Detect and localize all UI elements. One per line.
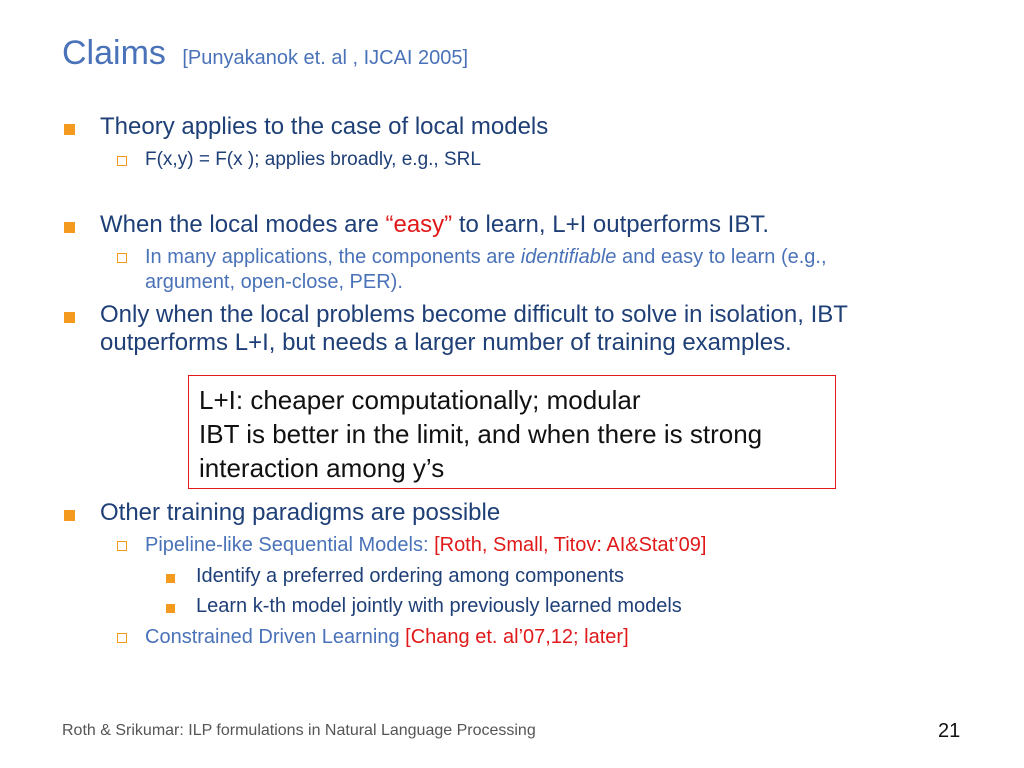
bullet-2-sub-1 bbox=[145, 246, 827, 269]
bullet-2-sub-pre: In many applications, the components are bbox=[145, 246, 521, 268]
bullet-2-sub-italic: identifiable bbox=[520, 246, 617, 268]
sub-bullet-box-icon bbox=[117, 156, 127, 166]
sub-bullet-box-icon bbox=[117, 541, 127, 551]
bullet-4-sub-1-citation: [Roth, Small, Titov: AI&Stat’09] bbox=[434, 534, 707, 556]
bullet-4-sub-2-text: Constrained Driven Learning bbox=[145, 626, 406, 648]
bullet-4-sub-2-citation: [Chang et. al’07,12; later] bbox=[405, 626, 629, 648]
bullet-4-sub-1-item-2: Learn k-th model jointly with previously learned models bbox=[196, 595, 682, 617]
bullet-4-sub-1-text: Pipeline-like Sequential Models: bbox=[145, 534, 435, 556]
bullet-2-sub-1-line-2: argument, open-close, PER). bbox=[145, 271, 403, 293]
slide-footer: Roth & Srikumar: ILP formulations in Natural Language Processing bbox=[62, 722, 536, 739]
bullet-4-sub-1 bbox=[145, 534, 706, 557]
callout-line-1: L+I: cheaper computationally; modular bbox=[199, 385, 641, 415]
bullet-square-icon bbox=[64, 312, 75, 323]
bullet-4-text: Other training paradigms are possible bbox=[100, 499, 501, 526]
title-citation: [Punyakanok et. al , IJCAI 2005] bbox=[182, 47, 469, 69]
bullet-4-sub-1-item-1: Identify a preferred ordering among components bbox=[196, 565, 625, 587]
callout-box bbox=[188, 375, 836, 489]
page-number: 21 bbox=[938, 720, 961, 742]
bullet-2-post: to learn, L+I outperforms IBT. bbox=[452, 211, 769, 238]
bullet-1-text: Theory applies to the case of local models bbox=[100, 113, 549, 140]
callout-line-2: IBT is better in the limit, and when there is strong bbox=[199, 419, 763, 449]
bullet-2-pre: When the local modes are bbox=[100, 211, 386, 238]
bullet-2-sub-post: and easy to learn (e.g., bbox=[616, 246, 827, 268]
sub-bullet-box-icon bbox=[117, 633, 127, 643]
bullet-square-icon bbox=[64, 124, 75, 135]
callout-line-3: interaction among y’s bbox=[199, 453, 445, 483]
bullet-3-line-1: Only when the local problems become difficult to solve in isolation, IBT bbox=[100, 301, 848, 328]
bullet-square-icon bbox=[64, 510, 75, 521]
bullet-4-sub-2 bbox=[145, 626, 629, 649]
sub-bullet-box-icon bbox=[117, 253, 127, 263]
bullet-1-sub-1: F(x,y) = F(x ); applies broadly, e.g., SRL bbox=[145, 149, 481, 170]
bullet-2-text bbox=[100, 211, 769, 239]
slide-title: Claims bbox=[62, 34, 166, 72]
bullet-square-icon bbox=[166, 604, 175, 613]
bullet-3-line-2: outperforms L+I, but needs a larger number of training examples. bbox=[100, 329, 792, 356]
bullet-square-icon bbox=[166, 574, 175, 583]
bullet-2-highlight: “easy” bbox=[385, 211, 453, 238]
slide-title-block bbox=[62, 34, 468, 73]
bullet-square-icon bbox=[64, 222, 75, 233]
